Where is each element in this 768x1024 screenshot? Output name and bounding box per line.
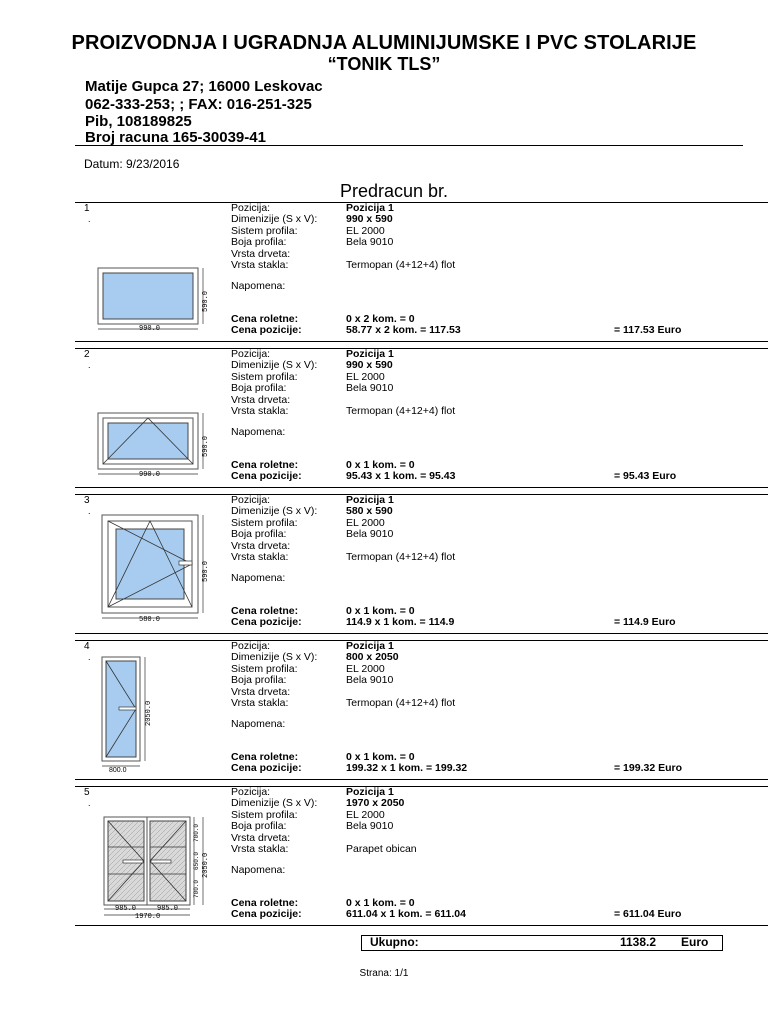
label-staklo: Vrsta stakla: [231, 405, 289, 417]
label-cena-pozicije: Cena pozicije: [231, 470, 302, 482]
label-cena-pozicije: Cena pozicije: [231, 908, 302, 920]
label-dimenzije: Dimenizije (S x V): [231, 651, 318, 663]
item-top-rule [75, 348, 768, 349]
value-sistem: EL 2000 [346, 809, 385, 821]
value-sistem: EL 2000 [346, 517, 385, 529]
label-napomena: Napomena: [231, 864, 286, 876]
dim-width-label: 800.0 [109, 767, 127, 774]
item-top-rule [75, 202, 768, 203]
label-sistem: Sistem profila: [231, 225, 298, 237]
label-staklo: Vrsta stakla: [231, 843, 289, 855]
line-item [75, 348, 723, 494]
value-staklo: Termopan (4+12+4) flot [346, 405, 456, 417]
label-roletne: Cena roletne: [231, 897, 299, 909]
dim-width-label: 990.0 [139, 325, 161, 333]
label-sistem: Sistem profila: [231, 517, 298, 529]
label-pozicija: Pozicija: [231, 494, 271, 506]
item-number: 1 [84, 203, 90, 214]
label-drvo: Vrsta drveta: [231, 540, 291, 552]
label-sistem: Sistem profila: [231, 371, 298, 383]
page-number: Strana: 1/1 [359, 968, 409, 979]
dim-height-label: 2050.0 [145, 700, 153, 726]
line-item [75, 494, 723, 640]
dim-width-a-label: 985.0 [115, 905, 137, 913]
item-number: 5 [84, 787, 90, 798]
value-cena-pozicije: 95.43 x 1 kom. = 95.43 [346, 470, 456, 482]
grand-total-label: Ukupno: [370, 935, 419, 949]
label-cena-pozicije: Cena pozicije: [231, 324, 302, 336]
door-drawing [99, 654, 159, 782]
company-title: PROIZVODNJA I UGRADNJA ALUMINIJUMSKE I PVC STOLARIJE [71, 32, 697, 54]
value-pozicija: Pozicija 1 [346, 348, 394, 360]
company-phone: 062-333-253; ; FAX: 016-251-325 [85, 96, 312, 113]
line-item [75, 786, 723, 932]
item-bottom-rule [75, 633, 768, 634]
label-pozicija: Pozicija: [231, 786, 271, 798]
item-number: 4 [84, 641, 90, 652]
dim-height-c-label: 700.0 [193, 879, 200, 898]
label-roletne: Cena roletne: [231, 459, 299, 471]
item-top-rule [75, 640, 768, 641]
item-dot: . [88, 652, 91, 662]
label-roletne: Cena roletne: [231, 313, 299, 325]
value-boja: Bela 9010 [346, 820, 394, 832]
label-pozicija: Pozicija: [231, 348, 271, 360]
label-cena-pozicije: Cena pozicije: [231, 762, 302, 774]
label-boja: Boja profila: [231, 674, 287, 686]
label-napomena: Napomena: [231, 718, 286, 730]
label-drvo: Vrsta drveta: [231, 832, 291, 844]
item-dot: . [88, 214, 91, 224]
value-roletne: 0 x 2 kom. = 0 [346, 313, 415, 325]
label-boja: Boja profila: [231, 528, 287, 540]
label-staklo: Vrsta stakla: [231, 551, 289, 563]
label-cena-pozicije: Cena pozicije: [231, 616, 302, 628]
value-dimenzije: 580 x 590 [346, 505, 393, 517]
value-boja: Bela 9010 [346, 674, 394, 686]
dim-width-b-label: 985.0 [157, 905, 179, 913]
dim-height-label: 590.0 [202, 290, 210, 312]
label-pozicija: Pozicija: [231, 202, 271, 214]
item-dot: . [88, 798, 91, 808]
document-date: Datum: 9/23/2016 [84, 157, 180, 171]
value-pozicija: Pozicija 1 [346, 494, 394, 506]
value-boja: Bela 9010 [346, 382, 394, 394]
item-top-rule [75, 494, 768, 495]
value-pozicija: Pozicija 1 [346, 202, 394, 214]
grand-total-currency: Euro [681, 935, 709, 949]
value-boja: Bela 9010 [346, 528, 394, 540]
value-roletne: 0 x 1 kom. = 0 [346, 897, 415, 909]
double-door-drawing [101, 814, 213, 922]
value-boja: Bela 9010 [346, 236, 394, 248]
item-bottom-rule [75, 779, 768, 780]
item-total: = 114.9 Euro [614, 616, 676, 628]
dim-width-label: 1970.0 [135, 913, 161, 921]
label-staklo: Vrsta stakla: [231, 697, 289, 709]
value-sistem: EL 2000 [346, 663, 385, 675]
item-total: = 611.04 Euro [614, 908, 682, 920]
company-account: Broj racuna 165-30039-41 [85, 129, 266, 146]
label-staklo: Vrsta stakla: [231, 259, 289, 271]
value-roletne: 0 x 1 kom. = 0 [346, 605, 415, 617]
value-pozicija: Pozicija 1 [346, 640, 394, 652]
item-bottom-rule [75, 341, 768, 342]
label-sistem: Sistem profila: [231, 809, 298, 821]
label-dimenzije: Dimenizije (S x V): [231, 505, 318, 517]
dim-height-label: 2050.0 [202, 852, 210, 878]
value-cena-pozicije: 114.9 x 1 kom. = 114.9 [346, 616, 455, 628]
value-sistem: EL 2000 [346, 371, 385, 383]
company-name: “TONIK TLS” [327, 54, 441, 74]
item-total: = 117.53 Euro [614, 324, 682, 336]
label-boja: Boja profila: [231, 236, 287, 248]
item-number: 2 [84, 349, 90, 360]
document-heading: Predracun br. [340, 181, 449, 201]
window-drawing [99, 512, 219, 634]
window-drawing [95, 410, 215, 488]
label-napomena: Napomena: [231, 280, 286, 292]
value-staklo: Termopan (4+12+4) flot [346, 259, 456, 271]
label-pozicija: Pozicija: [231, 640, 271, 652]
value-cena-pozicije: 611.04 x 1 kom. = 611.04 [346, 908, 466, 920]
company-pib: Pib, 108189825 [85, 113, 192, 130]
value-dimenzije: 990 x 590 [346, 359, 393, 371]
value-staklo: Termopan (4+12+4) flot [346, 697, 456, 709]
dim-height-label: 590.0 [202, 435, 210, 457]
label-dimenzije: Dimenizije (S x V): [231, 359, 318, 371]
item-bottom-rule [75, 925, 768, 926]
item-dot: . [88, 360, 91, 370]
label-sistem: Sistem profila: [231, 663, 298, 675]
value-cena-pozicije: 58.77 x 2 kom. = 117.53 [346, 324, 461, 336]
label-dimenzije: Dimenizije (S x V): [231, 213, 318, 225]
value-roletne: 0 x 1 kom. = 0 [346, 751, 415, 763]
label-napomena: Napomena: [231, 426, 286, 438]
item-total: = 95.43 Euro [614, 470, 677, 482]
dim-width-label: 990.0 [139, 471, 161, 479]
label-boja: Boja profila: [231, 820, 287, 832]
label-roletne: Cena roletne: [231, 751, 299, 763]
item-number: 3 [84, 495, 90, 506]
value-roletne: 0 x 1 kom. = 0 [346, 459, 415, 471]
value-dimenzije: 990 x 590 [346, 213, 393, 225]
header-divider [75, 145, 743, 146]
label-roletne: Cena roletne: [231, 605, 299, 617]
value-pozicija: Pozicija 1 [346, 786, 394, 798]
value-cena-pozicije: 199.32 x 1 kom. = 199.32 [346, 762, 468, 774]
label-napomena: Napomena: [231, 572, 286, 584]
company-address: Matije Gupca 27; 16000 Leskovac [85, 78, 323, 95]
item-dot: . [88, 506, 91, 516]
window-drawing [95, 262, 215, 342]
label-dimenzije: Dimenizije (S x V): [231, 797, 318, 809]
line-item [75, 640, 723, 786]
label-drvo: Vrsta drveta: [231, 394, 291, 406]
dim-height-label: 590.0 [202, 560, 210, 582]
value-staklo: Termopan (4+12+4) flot [346, 551, 456, 563]
dim-width-label: 580.0 [139, 616, 161, 624]
value-dimenzije: 1970 x 2050 [346, 797, 405, 809]
item-total: = 199.32 Euro [614, 762, 682, 774]
value-dimenzije: 800 x 2050 [346, 651, 399, 663]
dim-height-a-label: 700.0 [193, 823, 200, 842]
value-sistem: EL 2000 [346, 225, 385, 237]
grand-total-value: 1138.2 [620, 935, 657, 949]
item-top-rule [75, 786, 768, 787]
value-staklo: Parapet obican [346, 843, 417, 855]
line-item [75, 202, 723, 348]
item-bottom-rule [75, 487, 768, 488]
label-drvo: Vrsta drveta: [231, 248, 291, 260]
label-drvo: Vrsta drveta: [231, 686, 291, 698]
dim-height-b-label: 650.0 [193, 851, 200, 870]
label-boja: Boja profila: [231, 382, 287, 394]
